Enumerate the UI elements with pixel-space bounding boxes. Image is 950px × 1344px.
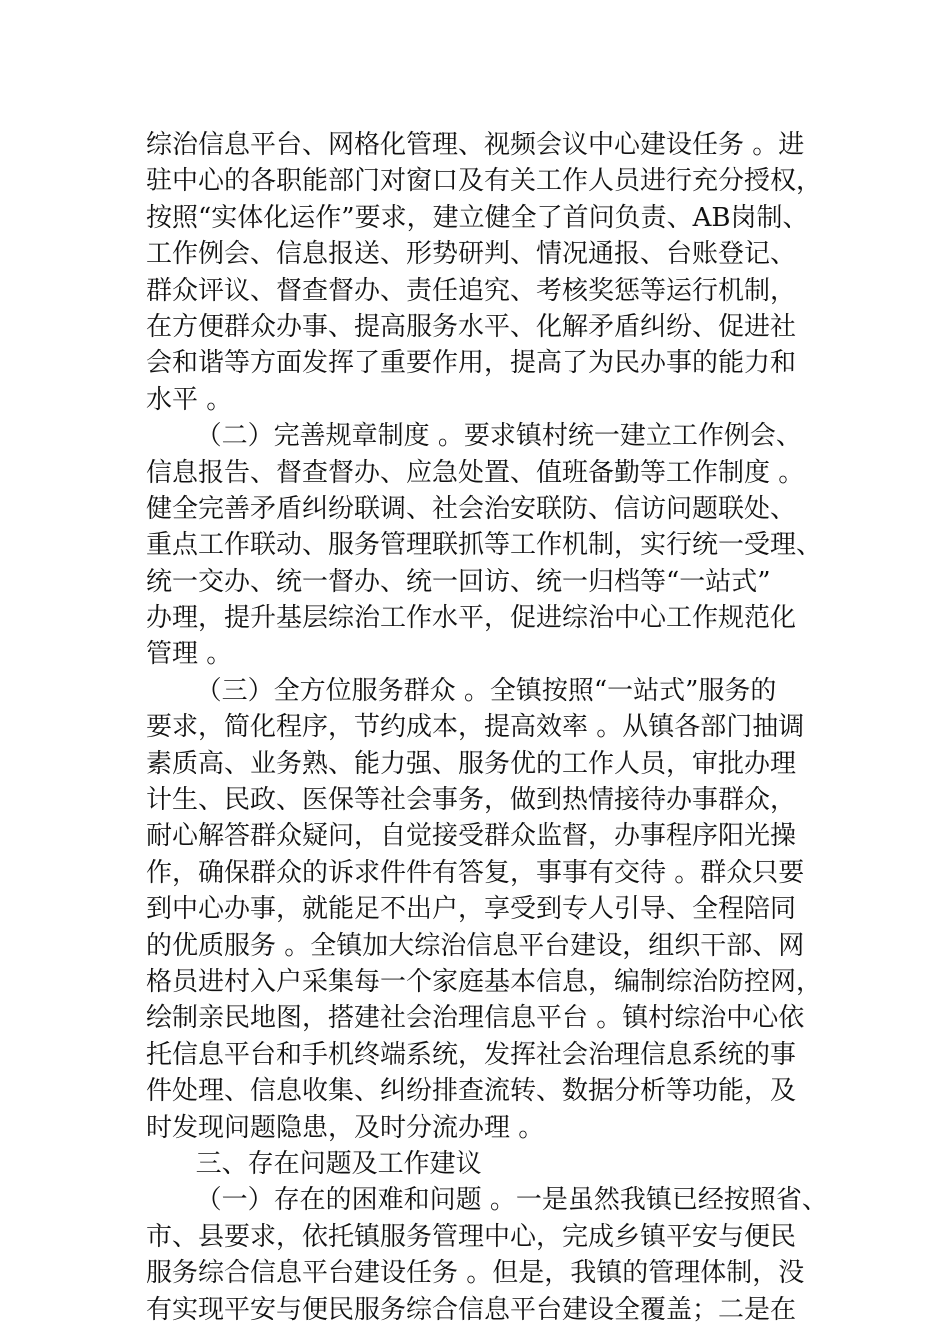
text-line: 水平 。: [146, 384, 233, 415]
text-line: 件处理、信息收集、纠纷排查流转、数据分析等功能，及: [146, 1076, 797, 1107]
text-line: 驻中心的各职能部门对窗口及有关工作人员进行充分授权，: [146, 166, 823, 197]
text-line: 服务综合信息平台建设任务 。但是，我镇的管理体制，没: [146, 1258, 805, 1289]
text-line: 的优质服务 。全镇加大综治信息平台建设，组织干部、网: [146, 930, 805, 961]
text-line: 办理，提升基层综治工作水平，促进综治中心工作规范化: [146, 603, 797, 634]
text-line: 市、县要求，依托镇服务管理中心，完成乡镇平安与便民: [146, 1221, 797, 1252]
text-line: 作，确保群众的诉求件件有答复，事事有交待 。群众只要: [146, 857, 805, 888]
text-line: 管理 。: [146, 639, 233, 670]
text-line: 群众评议、督查督办、责任追究、考核奖惩等运行机制，: [146, 275, 797, 306]
text-line: 会和谐等方面发挥了重要作用，提高了为民办事的能力和: [146, 348, 797, 379]
section-heading: 三、存在问题及工作建议: [146, 1148, 482, 1179]
text-line: 按照“实体化运作”要求，建立健全了首问负责、AB岗制、: [146, 202, 809, 233]
text-line: 工作例会、信息报送、形势研判、情况通报、台账登记、: [146, 239, 797, 270]
text-line: 信息报告、督查督办、应急处置、值班备勤等工作制度 。: [146, 457, 805, 488]
text-line: 绘制亲民地图，搭建社会治理信息平台 。镇村综治中心依: [146, 1003, 805, 1034]
text-line: 素质高、业务熟、能力强、服务优的工作人员，审批办理: [146, 748, 797, 779]
text-line: 统一交办、统一督办、统一回访、统一归档等“一站式”: [146, 566, 771, 597]
text-line: 要求，简化程序，节约成本，提高效率 。从镇各部门抽调: [146, 712, 805, 743]
text-line: 在方便群众办事、提高服务水平、化解矛盾纠纷、促进社: [146, 311, 797, 342]
text-line: 托信息平台和手机终端系统，发挥社会治理信息系统的事: [146, 1039, 797, 1070]
text-line: （一）存在的困难和问题 。一是虽然我镇已经按照省、: [146, 1185, 828, 1216]
text-line: （二）完善规章制度 。要求镇村统一建立工作例会、: [146, 421, 802, 452]
text-line: 到中心办事，就能足不出户，享受到专人引导、全程陪同: [146, 894, 797, 925]
text-line: （三）全方位服务群众 。全镇按照“一站式”服务的: [146, 675, 777, 706]
document-body: [146, 127, 828, 1328]
text-line: 耐心解答群众疑问，自觉接受群众监督，办事程序阳光操: [146, 821, 797, 852]
text-line: 重点工作联动、服务管理联抓等工作机制，实行统一受理、: [146, 530, 823, 561]
text-line: 健全完善矛盾纠纷联调、社会治安联防、信访问题联处、: [146, 493, 797, 524]
text-line: 格员进村入户采集每一个家庭基本信息，编制综治防控网，: [146, 966, 823, 997]
text-line: 计生、民政、医保等社会事务，做到热情接待办事群众，: [146, 785, 797, 816]
text-line: 时发现问题隐患，及时分流办理 。: [146, 1112, 545, 1143]
text-line: 综治信息平台、网格化管理、视频会议中心建设任务 。进: [146, 130, 805, 160]
text-line: 有实现平安与便民服务综合信息平台建设全覆盖；二是在: [146, 1294, 797, 1325]
